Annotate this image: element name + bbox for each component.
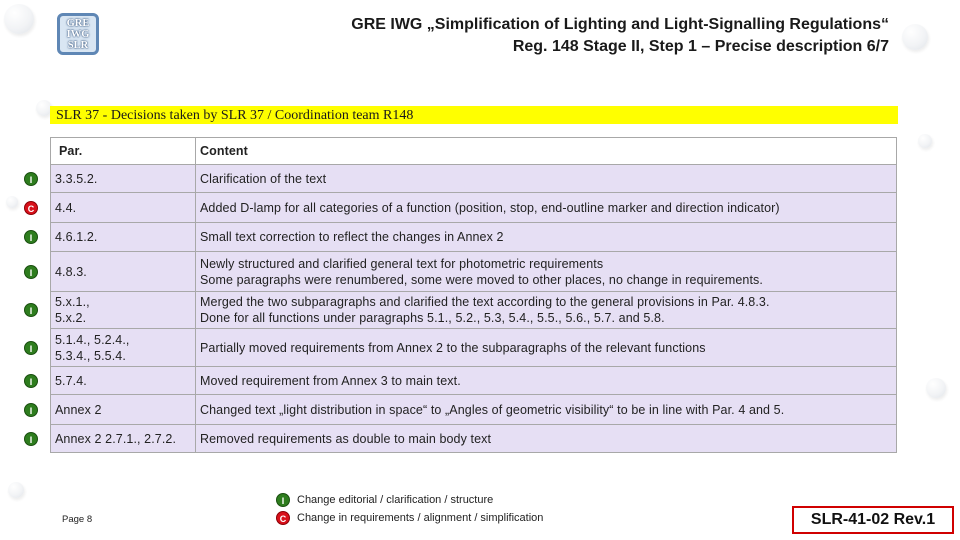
marker-i-icon: I bbox=[24, 230, 38, 244]
cell-content: Changed text „light distribution in space“ to „Angles of geometric visibility“ to be in line with Par. 4 and 5. bbox=[196, 395, 897, 425]
column-header-par: Par. bbox=[51, 138, 196, 165]
table-header-row bbox=[51, 138, 897, 165]
cell-content: Merged the two subparagraphs and clarified the text according to the general provisions in Par. 4.8.3. Done for all functions under paragraphs 5.1., 5.2., 5.3, 5.4., 5.5., 5.6., 5.7. and 5.8. bbox=[196, 292, 897, 329]
decorative-drop bbox=[8, 482, 24, 498]
table-row bbox=[51, 223, 897, 252]
decorative-drop bbox=[918, 134, 932, 148]
section-banner: SLR 37 - Decisions taken by SLR 37 / Coordination team R148 bbox=[50, 106, 898, 124]
table-row bbox=[51, 425, 897, 453]
decorative-drop bbox=[926, 378, 946, 398]
marker-i-icon: I bbox=[24, 432, 38, 446]
decisions-table bbox=[50, 137, 897, 453]
cell-content: Clarification of the text bbox=[196, 165, 897, 193]
cell-par: Annex 2 bbox=[51, 395, 196, 425]
marker-c-icon: C bbox=[24, 201, 38, 215]
table-row bbox=[51, 165, 897, 193]
cell-par: 3.3.5.2. bbox=[51, 165, 196, 193]
marker-i-icon: I bbox=[24, 374, 38, 388]
slide-title bbox=[351, 14, 889, 58]
marker-i-icon: I bbox=[24, 403, 38, 417]
cell-par: 4.8.3. bbox=[51, 252, 196, 292]
cell-content: Moved requirement from Annex 3 to main text. bbox=[196, 367, 897, 395]
cell-par: Annex 2 2.7.1., 2.7.2. bbox=[51, 425, 196, 453]
title-line-1: GRE IWG „Simplification of Lighting and Light-Signalling Regulations“ bbox=[351, 16, 889, 33]
table-row bbox=[51, 252, 897, 292]
marker-c-icon: C bbox=[276, 511, 290, 525]
legend-text: Change in requirements / alignment / simplification bbox=[297, 512, 544, 524]
marker-i-icon: I bbox=[24, 303, 38, 317]
table-row bbox=[51, 193, 897, 223]
column-header-content: Content bbox=[196, 138, 897, 165]
cell-par: 4.6.1.2. bbox=[51, 223, 196, 252]
logo-line: SLR bbox=[67, 39, 89, 51]
cell-content: Partially moved requirements from Annex 2 to the subparagraphs of the relevant functions bbox=[196, 329, 897, 367]
document-reference: SLR-41-02 Rev.1 bbox=[792, 506, 954, 534]
title-line-2: Reg. 148 Stage II, Step 1 – Precise description 6/7 bbox=[512, 38, 889, 55]
decorative-drop bbox=[902, 24, 928, 50]
table-row bbox=[51, 292, 897, 329]
cell-content: Newly structured and clarified general text for photometric requirements Some paragraphs were renumbered, some were moved to other places, no change in requirements. bbox=[196, 252, 897, 292]
cell-par: 4.4. bbox=[51, 193, 196, 223]
page-number: Page 8 bbox=[62, 514, 93, 525]
logo-line: GRE bbox=[66, 17, 90, 29]
marker-i-icon: I bbox=[24, 265, 38, 279]
table-row bbox=[51, 329, 897, 367]
decorative-drop bbox=[4, 4, 34, 34]
cell-par: 5.1.4., 5.2.4., 5.3.4., 5.5.4. bbox=[51, 329, 196, 367]
decorative-drop bbox=[6, 196, 18, 208]
marker-i-icon: I bbox=[24, 172, 38, 186]
gre-iwg-slr-logo bbox=[57, 13, 99, 55]
cell-par: 5.x.1., 5.x.2. bbox=[51, 292, 196, 329]
cell-par: 5.7.4. bbox=[51, 367, 196, 395]
table-row bbox=[51, 395, 897, 425]
marker-i-icon: I bbox=[276, 493, 290, 507]
cell-content: Added D-lamp for all categories of a function (position, stop, end-outline marker and direction indicator) bbox=[196, 193, 897, 223]
marker-i-icon: I bbox=[24, 341, 38, 355]
cell-content: Small text correction to reflect the changes in Annex 2 bbox=[196, 223, 897, 252]
cell-content: Removed requirements as double to main body text bbox=[196, 425, 897, 453]
table-row bbox=[51, 367, 897, 395]
logo-line: IWG bbox=[66, 28, 90, 40]
legend-text: Change editorial / clarification / structure bbox=[297, 494, 494, 506]
